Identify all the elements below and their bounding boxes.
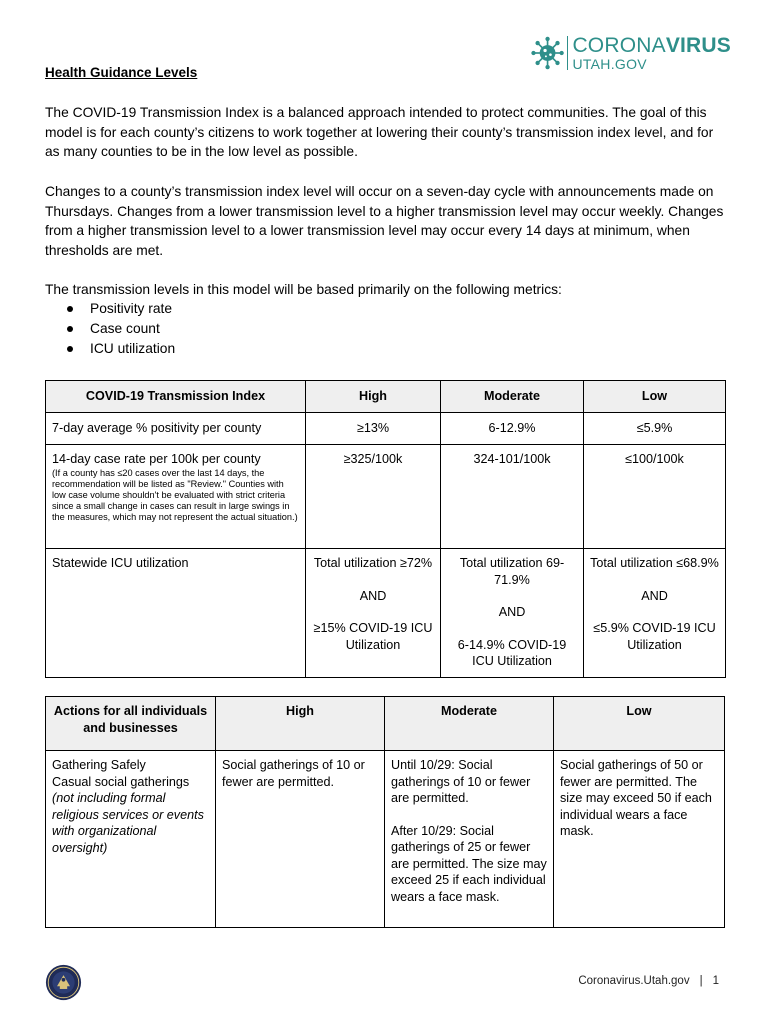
table-cell: Total utilization ≥72% AND ≥15% COVID-19 ICU Utilization — [306, 549, 441, 678]
table-header-cell: Moderate — [441, 381, 584, 413]
page-footer — [578, 975, 719, 987]
row-label-cell — [46, 751, 216, 928]
row-label: Statewide ICU utilization — [46, 549, 306, 678]
row-subtitle: Casual social gatherings — [52, 774, 190, 789]
table-cell: ≤100/100k — [584, 445, 726, 549]
table-row — [46, 549, 726, 678]
table-header-row — [46, 381, 726, 413]
table-header-row — [46, 697, 725, 751]
table-row — [46, 445, 726, 549]
utah-state-seal-icon — [45, 964, 82, 1001]
footer-separator: | — [699, 975, 703, 987]
table-header-cell: Low — [554, 697, 725, 751]
intro-paragraph: The COVID-19 Transmission Index is a balanced approach intended to protect communities. The goal of this model is for each county’s citizens to work together at lowering their county’s transmission index level, and for as many counties to be in the low level as possible. — [45, 105, 714, 160]
page-number: 1 — [712, 975, 719, 987]
table-header-cell: High — [306, 381, 441, 413]
metrics-list — [67, 299, 175, 359]
actions-table — [45, 696, 725, 928]
table-cell: Until 10/29: Social gatherings of 10 or fewer are permitted. After 10/29: Social gatherings of 25 or fewer are permitted. The size may exceed 25 if each individual wears a face mask. — [385, 751, 554, 928]
table-row — [46, 751, 725, 928]
table-header-cell: High — [216, 697, 385, 751]
row-label: 14-day case rate per 100k per county — [52, 452, 261, 466]
coronavirus-utah-logo — [531, 33, 731, 73]
row-label-cell — [46, 445, 306, 549]
table-cell: Total utilization 69-71.9% AND 6-14.9% COVID-19 ICU Utilization — [441, 549, 584, 678]
bullet-icon — [67, 346, 73, 352]
table-cell: 6-12.9% — [441, 413, 584, 445]
table-cell: ≥325/100k — [306, 445, 441, 549]
table-header-cell: COVID-19 Transmission Index — [46, 381, 306, 413]
table-row — [46, 413, 726, 445]
table-header-cell: Low — [584, 381, 726, 413]
list-item: Positivity rate — [67, 299, 175, 319]
row-title: Gathering Safely — [52, 758, 146, 772]
bullet-icon — [67, 326, 73, 332]
logo-divider — [567, 36, 568, 70]
row-label: 7-day average % positivity per county — [46, 413, 306, 445]
list-item: ICU utilization — [67, 339, 175, 359]
transmission-index-table — [45, 380, 726, 678]
logo-subtitle: UTAH.GOV — [572, 56, 647, 72]
list-item: Case count — [67, 319, 175, 339]
metrics-intro: The transmission levels in this model will be based primarily on the following metrics: — [45, 282, 562, 297]
table-cell: ≥13% — [306, 413, 441, 445]
table-cell: Total utilization ≤68.9% AND ≤5.9% COVID-19 ICU Utilization — [584, 549, 726, 678]
page-heading: Health Guidance Levels — [45, 65, 198, 80]
row-note: (not including formal religious services or events with organizational oversight) — [52, 791, 204, 855]
footer-site: Coronavirus.Utah.gov — [578, 975, 690, 987]
table-cell: ≤5.9% — [584, 413, 726, 445]
virus-icon — [531, 34, 564, 72]
bullet-icon — [67, 306, 73, 312]
table-cell: 324-101/100k — [441, 445, 584, 549]
cycle-paragraph: Changes to a county’s transmission index level will occur on a seven-day cycle with announcements made on Thursdays. Changes from a lower transmission level to a higher transmission level may occur weekly. Changes from a higher transmission level to a lower transmission level may occur every 14 days at minimum, when thresholds are met. — [45, 184, 724, 258]
table-cell: Social gatherings of 50 or fewer are permitted. The size may exceed 50 if each individual wears a face mask. — [554, 751, 725, 928]
table-cell: Social gatherings of 10 or fewer are permitted. — [216, 751, 385, 928]
row-note: (If a county has ≤20 cases over the last 14 days, the recommendation will be listed as "Review." Counties with low case volume shouldn't be evaluated with strict criteria since a small change in cases can result in large swings in the measures, which may not represent the actual situation.) — [52, 467, 298, 523]
logo-wordmark: CORONAVIRUS — [572, 34, 731, 57]
table-header-cell: Actions for all individuals and businesses — [46, 697, 216, 751]
table-header-cell: Moderate — [385, 697, 554, 751]
